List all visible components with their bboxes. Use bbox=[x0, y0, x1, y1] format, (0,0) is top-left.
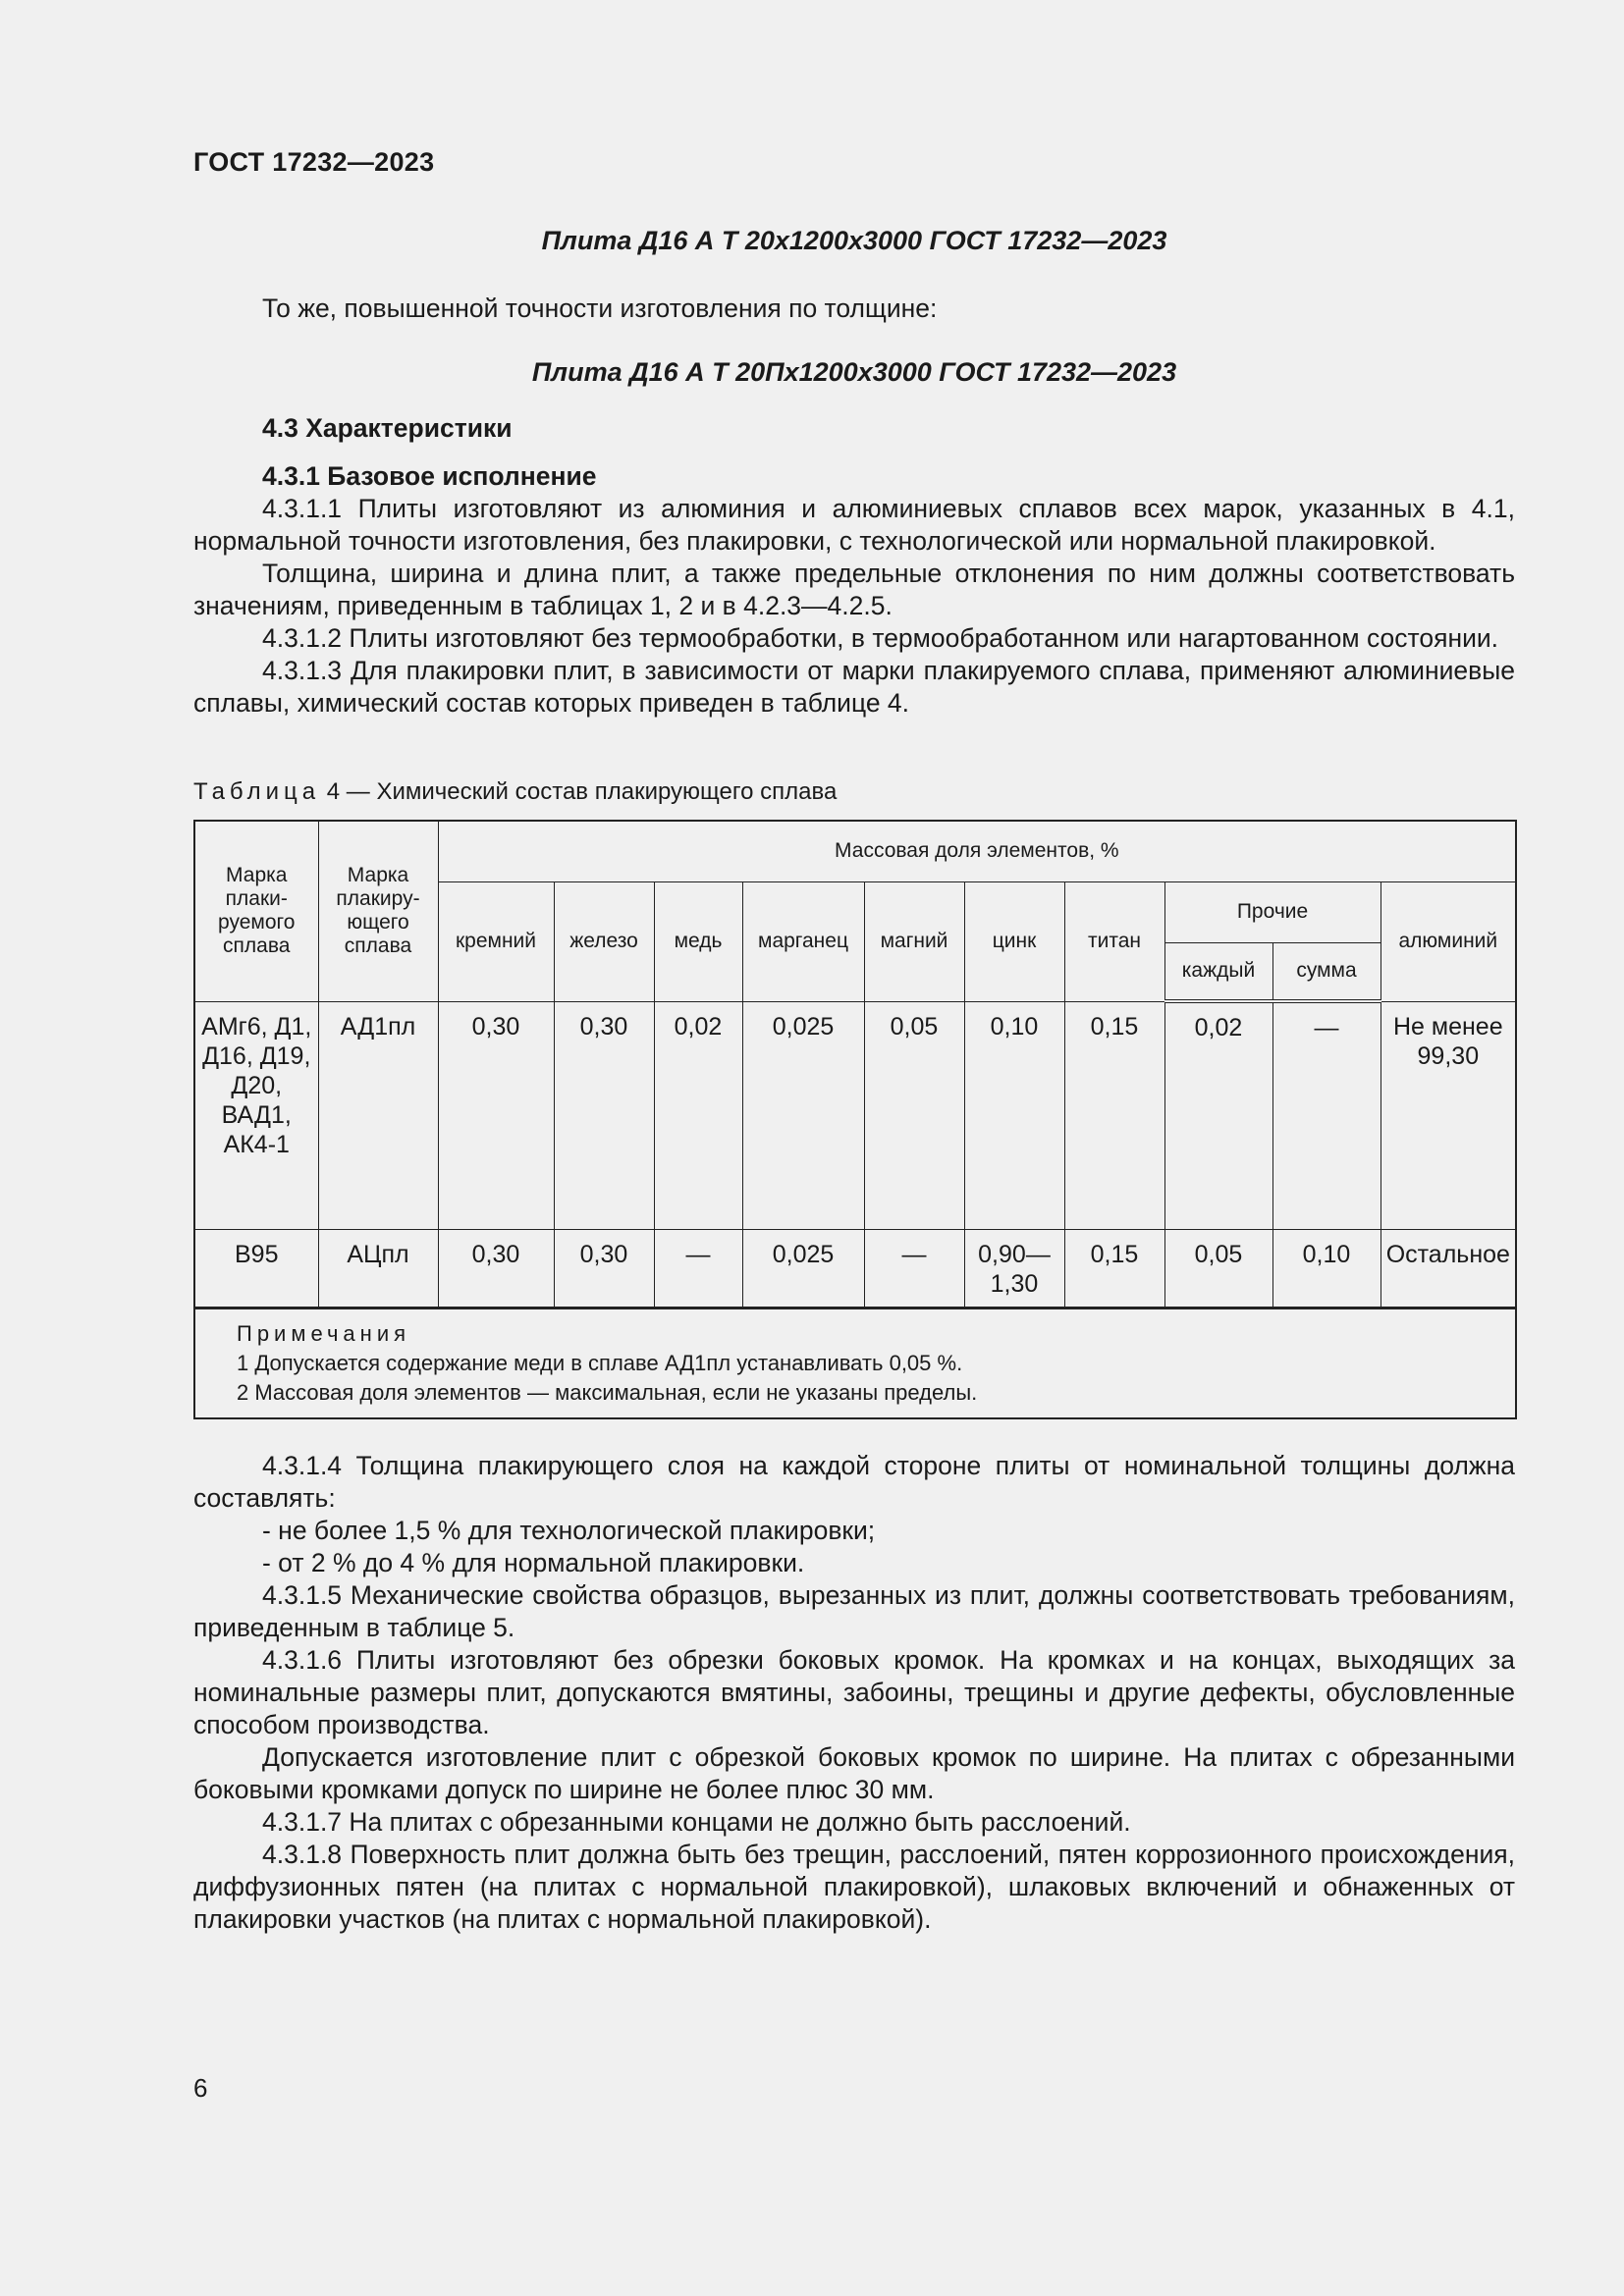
cell-cu: — bbox=[654, 1229, 742, 1308]
table-notes bbox=[194, 1308, 1516, 1418]
header-magnesium: магний bbox=[864, 881, 964, 1001]
cell-cu: 0,02 bbox=[654, 1001, 742, 1229]
paragraph-4-3-1-1-b: Толщина, ширина и длина плит, а также предельные отклонения по ним должны соответствовать значениям, приведенным в таблицах 1, 2 и в 4.2.3—4.2.5. bbox=[193, 559, 1515, 620]
header-copper: медь bbox=[654, 881, 742, 1001]
intro-same-text: То же, повышенной точности изготовления по толщине: bbox=[262, 294, 938, 323]
header-other-each: каждый bbox=[1164, 942, 1272, 1001]
paragraph-4-3-1-3: 4.3.1.3 Для плакировки плит, в зависимости от марки плакируемого сплава, применяют алюминиевые сплавы, химический состав которых приведен в таблице 4. bbox=[193, 656, 1515, 718]
cell-mn: 0,025 bbox=[742, 1229, 864, 1308]
cell-fe: 0,30 bbox=[554, 1001, 654, 1229]
cell-clad: АД1пл bbox=[318, 1001, 438, 1229]
cell-each: 0,02 bbox=[1164, 1001, 1272, 1229]
section-after-table bbox=[193, 1450, 1515, 1936]
header-iron: железо bbox=[554, 881, 654, 1001]
cell-al: Остальное bbox=[1380, 1229, 1516, 1308]
cell-grades: АМг6, Д1, Д16, Д19, Д20, ВАД1, АК4-1 bbox=[194, 1001, 318, 1229]
header-cladding-alloy-grade: Марка плакиру-ющего сплава bbox=[318, 821, 438, 1001]
paragraph-4-3-1-7: 4.3.1.7 На плитах с обрезанными концами не должно быть расслоений. bbox=[262, 1807, 1131, 1837]
heading-4-3: 4.3 Характеристики bbox=[262, 413, 513, 443]
cell-mg: 0,05 bbox=[864, 1001, 964, 1229]
cell-mg: — bbox=[864, 1229, 964, 1308]
header-titanium: титан bbox=[1064, 881, 1164, 1001]
designation-example-2: Плита Д16 А Т 20Пх1200х3000 ГОСТ 17232—2023 bbox=[531, 357, 1177, 387]
paragraph-4-3-1-2: 4.3.1.2 Плиты изготовляют без термообработки, в термообработанном или нагартованном состоянии. bbox=[262, 623, 1499, 653]
document-header: ГОСТ 17232—2023 bbox=[193, 147, 435, 177]
intro-paragraph bbox=[193, 293, 1515, 325]
header-aluminium: алюминий bbox=[1380, 881, 1516, 1001]
heading-4-3-1: 4.3.1 Базовое исполнение bbox=[262, 461, 597, 491]
cell-si: 0,30 bbox=[438, 1229, 554, 1308]
header-clad-alloy-grade: Марка плаки-руемого сплава bbox=[194, 821, 318, 1001]
table-notes-row bbox=[194, 1308, 1516, 1418]
cell-zn: 0,90—1,30 bbox=[964, 1229, 1064, 1308]
cell-ti: 0,15 bbox=[1064, 1001, 1164, 1229]
paragraph-4-3-1-6: 4.3.1.6 Плиты изготовляют без обрезки боковых кромок. На кромках и на концах, выходящих за номинальные размеры плит, допускаются вмятины, забоины, трещины и другие дефекты, обусловленные способом производства. bbox=[193, 1645, 1515, 1739]
cell-clad: АЦпл bbox=[318, 1229, 438, 1308]
cell-sum: 0,10 bbox=[1272, 1229, 1380, 1308]
cell-grades: В95 bbox=[194, 1229, 318, 1308]
cell-mn: 0,025 bbox=[742, 1001, 864, 1229]
section-4-3 bbox=[193, 412, 1515, 720]
table-caption bbox=[193, 778, 837, 806]
table-row bbox=[194, 1001, 1516, 1229]
designation-example-1: Плита Д16 А Т 20х1200х3000 ГОСТ 17232—2023 bbox=[541, 226, 1167, 255]
header-mass-fraction: Массовая доля элементов, % bbox=[438, 821, 1516, 881]
cell-sum: — bbox=[1272, 1001, 1380, 1229]
table-caption-label: Таблица bbox=[193, 778, 321, 805]
note-1: 1 Допускается содержание меди в сплаве АД1пл устанавливать 0,05 %. bbox=[237, 1350, 963, 1375]
header-manganese: марганец bbox=[742, 881, 864, 1001]
header-silicon: кремний bbox=[438, 881, 554, 1001]
note-2: 2 Массовая доля элементов — максимальная, если не указаны пределы. bbox=[237, 1379, 978, 1405]
paragraph-4-3-1-8: 4.3.1.8 Поверхность плит должна быть без трещин, расслоений, пятен коррозионного происхождения, диффузионных пятен (на плитах с нормальной плакировкой), шлаковых включений и обнаженных от плакировки участков (на плитах с нормальной плакировкой). bbox=[193, 1840, 1515, 1934]
header-other-sum: сумма bbox=[1272, 942, 1380, 1001]
cell-si: 0,30 bbox=[438, 1001, 554, 1229]
paragraph-4-3-1-6-b: Допускается изготовление плит с обрезкой боковых кромок по ширине. На плитах с обрезанными боковыми кромками допуск по ширине не более плюс 30 мм. bbox=[193, 1742, 1515, 1804]
cell-al: Не менее 99,30 bbox=[1380, 1001, 1516, 1229]
cell-each: 0,05 bbox=[1164, 1229, 1272, 1308]
paragraph-4-3-1-1: 4.3.1.1 Плиты изготовляют из алюминия и алюминиевых сплавов всех марок, указанных в 4.1, нормальной точности изготовления, без плакировки, с технологической или нормальной плакировкой. bbox=[193, 494, 1515, 556]
paragraph-4-3-1-5: 4.3.1.5 Механические свойства образцов, вырезанных из плит, должны соответствовать требованиям, приведенным в таблице 5. bbox=[193, 1580, 1515, 1642]
cell-zn: 0,10 bbox=[964, 1001, 1064, 1229]
list-item: - от 2 % до 4 % для нормальной плакировки. bbox=[262, 1548, 805, 1577]
header-other: Прочие bbox=[1164, 881, 1380, 942]
cell-ti: 0,15 bbox=[1064, 1229, 1164, 1308]
chemical-composition-table bbox=[193, 820, 1517, 1419]
list-item: - не более 1,5 % для технологической плакировки; bbox=[262, 1516, 876, 1545]
page-number: 6 bbox=[193, 2073, 208, 2103]
cell-fe: 0,30 bbox=[554, 1229, 654, 1308]
notes-title: Примечания bbox=[237, 1320, 411, 1346]
table-caption-text: 4 — Химический состав плакирующего сплава bbox=[326, 778, 838, 805]
paragraph-4-3-1-4: 4.3.1.4 Толщина плакирующего слоя на каждой стороне плиты от номинальной толщины должна составлять: bbox=[193, 1451, 1515, 1513]
header-zinc: цинк bbox=[964, 881, 1064, 1001]
table-row bbox=[194, 1229, 1516, 1308]
